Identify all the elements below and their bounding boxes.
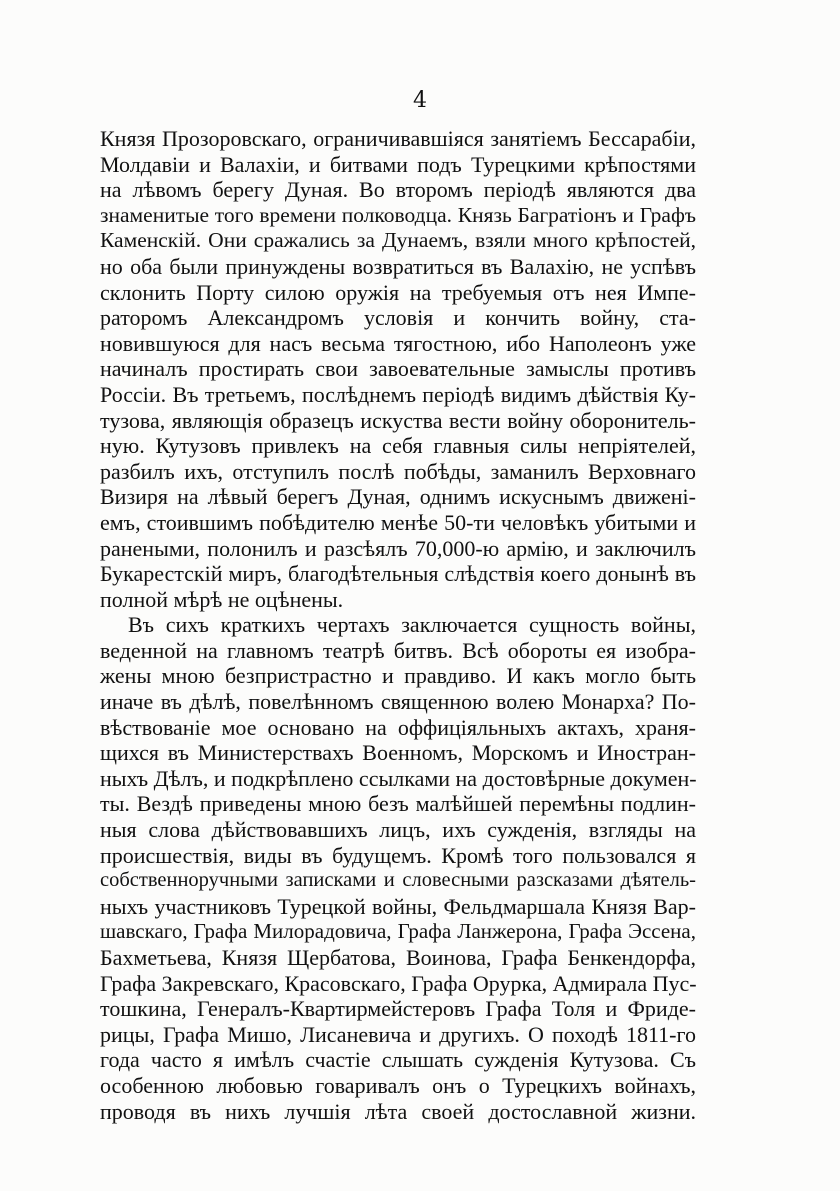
text-line: щихся въ Министерствахъ Военномъ, Морскомъ и Иностран- <box>100 740 696 766</box>
text-line: разбилъ ихъ, отступилъ послѣ побѣды, заманилъ Верховнаго <box>100 458 696 484</box>
text-line: происшествія, виды въ будущемъ. Кромѣ того пользовался я <box>100 842 696 868</box>
text-line: начиналъ простирать свои завоевательные замыслы противъ <box>100 356 696 382</box>
text-line: Графа Закревскаго, Красовскаго, Графа Орурка, Адмирала Пус- <box>100 970 697 996</box>
text-line: тошкина, Генералъ-Квартирмейстеровъ Графа Толя и Фриде- <box>100 996 696 1022</box>
text-line: Князя Прозоровскаго, ограничивавшіяся занятіемъ Бессарабіи, <box>100 126 696 151</box>
text-line: особенною любовью говаривалъ онъ о Турецкихъ войнахъ, <box>100 1072 696 1098</box>
text-line: ты. Вездѣ приведены мною безъ малѣйшей перемѣны подлин- <box>100 791 696 817</box>
paragraph-end-line: полной мѣрѣ не оцѣнены. <box>100 586 344 612</box>
paragraph-start-line: Въ сихъ краткихъ чертахъ заключается сущность войны, <box>128 612 696 638</box>
text-line: шавскаго, Графа Милорадовича, Графа Ланжерона, Графа Эссена, <box>100 919 696 944</box>
page-number: 4 <box>413 88 427 113</box>
text-line: ныхъ участниковъ Турецкой войны, Фельдмаршала Князя Вар- <box>100 893 696 919</box>
text-line: емъ, стоившимъ побѣдителю менѣе 50-ти человѣкъ убитыми и <box>100 509 696 535</box>
text-line: Бахметьева, Князя Щербатова, Воинова, Графа Бенкендорфа, <box>100 945 696 970</box>
body-text <box>100 126 696 1124</box>
text-line: Россіи. Въ третьемъ, послѣднемъ періодѣ видимъ дѣйствія Ку- <box>100 381 696 407</box>
text-line: Молдавіи и Валахіи, и битвами подъ Турецкими крѣпостями <box>100 151 696 177</box>
text-line: собственноручными записками и словесными разсказами дѣятель- <box>100 869 696 892</box>
text-line: проводя въ нихъ лучшія лѣта своей достославной жизни. <box>100 1098 696 1124</box>
text-line: вѣствованіе мое основано на оффиціяльныхъ актахъ, храня- <box>100 714 696 740</box>
text-line: жены мною безпристрастно и правдиво. И какъ могло быть <box>100 663 696 689</box>
text-line: веденной на главномъ театрѣ битвъ. Всѣ обороты ея изобра- <box>100 637 696 663</box>
text-line: раторомъ Александромъ условія и кончить войну, ста- <box>100 305 696 331</box>
text-line: ранеными, полонилъ и разсѣялъ 70,000-ю армію, и заключилъ <box>100 535 696 561</box>
text-line: новившуюся для насъ весьма тягостною, ибо Наполеонъ уже <box>100 330 696 356</box>
text-line: ныхъ Дѣлъ, и подкрѣплено ссылками на достовѣрные докумен- <box>100 765 697 791</box>
text-line: ныя слова дѣйствовавшихъ лицъ, ихъ сужденія, взгляды на <box>100 817 696 843</box>
text-line: склонить Порту силою оружія на требуемыя отъ нея Импе- <box>100 279 696 305</box>
text-line: тузова, являющія образецъ искуства вести войну оборонитель- <box>100 407 696 433</box>
text-line: Визиря на лѣвый берегъ Дуная, однимъ искуснымъ движені- <box>100 484 696 510</box>
text-line: но оба были принуждены возвратиться въ Валахію, не успѣвъ <box>100 253 696 279</box>
text-line: на лѣвомъ берегу Дуная. Во второмъ періодѣ являются два <box>100 177 696 203</box>
text-line: Каменскій. Они сражались за Дунаемъ, взяли много крѣпостей, <box>100 228 696 253</box>
text-line: иначе въ дѣлѣ, повелѣнномъ священною волею Монарха? По- <box>100 689 696 715</box>
text-line: ную. Кутузовъ привлекъ на себя главныя силы непріятелей, <box>100 433 696 459</box>
text-line: года часто я имѣлъ счастіе слышать сужденія Кутузова. Съ <box>100 1047 696 1073</box>
text-line: знаменитые того времени полководца. Князь Багратіонъ и Графъ <box>100 202 696 227</box>
text-line: Букарестскій миръ, благодѣтельныя слѣдствія коего донынѣ въ <box>100 561 696 587</box>
text-line: рицы, Графа Мишо, Лисаневича и другихъ. О походѣ 1811-го <box>100 1021 696 1047</box>
